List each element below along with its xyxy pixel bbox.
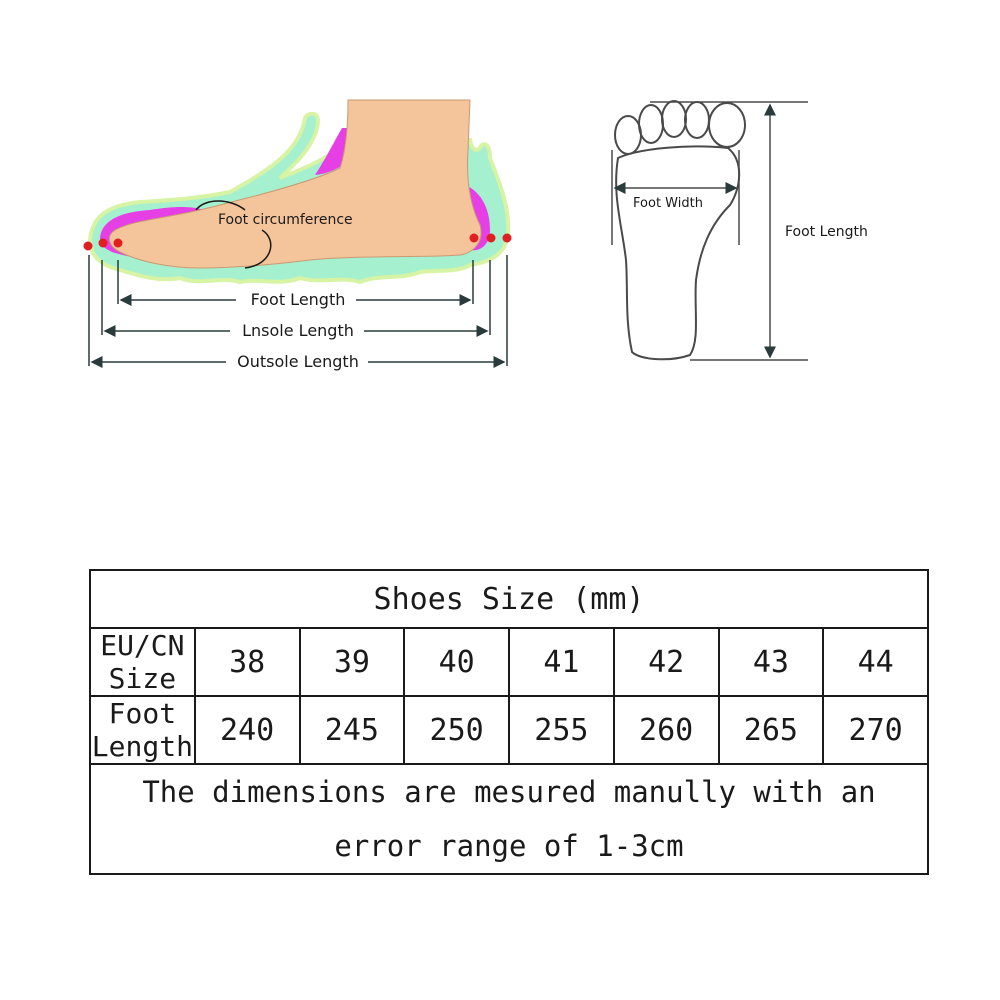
heel-marker-dot bbox=[503, 234, 512, 243]
table-cell: 44 bbox=[823, 628, 928, 696]
table-row-size bbox=[90, 628, 928, 696]
table-cell: 245 bbox=[300, 696, 405, 764]
table-cell: 43 bbox=[719, 628, 824, 696]
insole-length-label: Lnsole Length bbox=[242, 321, 354, 340]
toe-marker-dot bbox=[84, 242, 93, 251]
toe-outline bbox=[709, 103, 745, 147]
table-cell: 270 bbox=[823, 696, 928, 764]
table-cell: 265 bbox=[719, 696, 824, 764]
shoe-foot-illustration bbox=[84, 100, 512, 282]
table-title: Shoes Size (mm) bbox=[90, 570, 928, 628]
heel-marker-dot bbox=[487, 234, 496, 243]
table-cell: 260 bbox=[614, 696, 719, 764]
footprint-illustration bbox=[615, 101, 745, 359]
toe-outline bbox=[639, 105, 663, 143]
table-cell: 255 bbox=[509, 696, 614, 764]
footprint-length-label: Foot Length bbox=[785, 224, 868, 240]
sizing-diagrams bbox=[0, 0, 1000, 420]
toe-outline bbox=[685, 102, 709, 138]
foot-width-label: Foot Width bbox=[633, 196, 703, 211]
foot-circumference-label: Foot circumference bbox=[218, 212, 353, 228]
row-header-foot-length: Foot Length bbox=[91, 697, 193, 763]
measurement-note: The dimensions are mesured manully with an error range of 1-3cm bbox=[90, 764, 928, 874]
toe-outline bbox=[662, 101, 686, 137]
table-cell: 41 bbox=[509, 628, 614, 696]
table-cell: 39 bbox=[300, 628, 405, 696]
toe-marker-dot bbox=[114, 239, 123, 248]
size-chart-table bbox=[89, 569, 929, 875]
table-cell: 40 bbox=[404, 628, 509, 696]
table-note-row bbox=[90, 764, 928, 874]
foot-length-label: Foot Length bbox=[250, 290, 346, 309]
table-row-foot-length bbox=[90, 696, 928, 764]
toe-marker-dot bbox=[99, 239, 108, 248]
table-cell: 250 bbox=[404, 696, 509, 764]
sole-outline bbox=[616, 146, 739, 359]
row-header-size: EU/CN Size bbox=[90, 628, 195, 696]
table-cell: 38 bbox=[195, 628, 300, 696]
table-cell: 240 bbox=[195, 696, 300, 764]
table-cell: 42 bbox=[614, 628, 719, 696]
outsole-length-label: Outsole Length bbox=[237, 352, 359, 371]
toe-outline bbox=[615, 116, 641, 154]
table-title-row bbox=[90, 570, 928, 628]
heel-marker-dot bbox=[470, 234, 479, 243]
